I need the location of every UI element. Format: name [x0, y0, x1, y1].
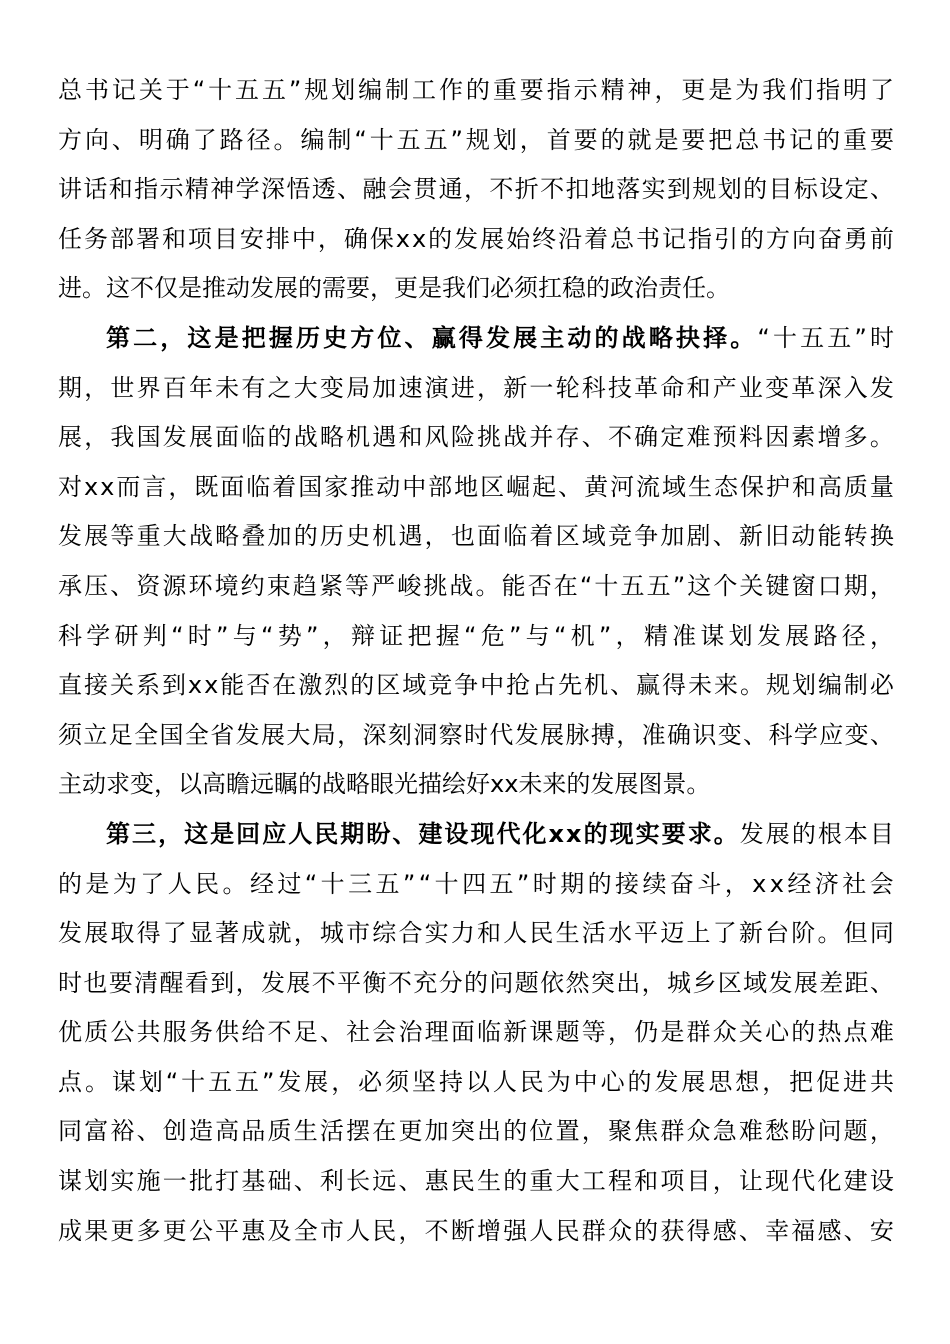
text-line: 发 展 等 重 大 战 略 叠 加 的 历 史 机 遇 ， 也 面 临 着 区 域 竞 争 加 剧 、 新 旧 动 能 转 换 — [58, 522, 894, 551]
text-line: 发 展 取 得 了 显 著 成 就 ， 城 市 综 合 实 力 和 人 民 生 活 水 平 迈 上 了 新 台 阶 。 但 同 — [58, 919, 894, 948]
text-line: 直 接 关 系 到 x x 能 否 在 激 烈 的 区 域 竞 争 中 抢 占 先 机 、 赢 得 未 来 。 规 划 编 制 必 — [58, 671, 894, 700]
text-line: 展 ， 我 国 发 展 面 临 的 战 略 机 遇 和 风 险 挑 战 并 存 、 不 确 定 难 预 料 因 素 增 多 。 — [58, 423, 894, 452]
body-text — [58, 66, 894, 1256]
text-line: 承 压 、 资 源 环 境 约 束 趋 紧 等 严 峻 挑 战 。 能 否 在 “ 十 五 五 ” 这 个 关 键 窗 口 期 ， — [58, 571, 894, 600]
text-line: 时 也 要 清 醒 看 到 ， 发 展 不 平 衡 不 充 分 的 问 题 依 然 突 出 ， 城 乡 区 域 发 展 差 距 、 — [58, 968, 894, 997]
text-line: 同 富 裕 、 创 造 高 品 质 生 活 摆 在 更 加 突 出 的 位 置 ， 聚 焦 群 众 急 难 愁 盼 问 题 ， — [58, 1117, 894, 1146]
text-line: 科 学 研 判 “ 时 ” 与 “ 势 ” ， 辩 证 把 握 “ 危 ” 与 “ 机 ” ， 精 准 谋 划 发 展 路 径 ， — [58, 621, 894, 650]
text-line: 任 务 部 署 和 项 目 安 排 中 ， 确 保 x x 的 发 展 始 终 沿 着 总 书 记 指 引 的 方 向 奋 勇 前 — [58, 224, 894, 253]
text-line: 期 ， 世 界 百 年 未 有 之 大 变 局 加 速 演 进 ， 新 一 轮 科 技 革 命 和 产 业 变 革 深 入 发 — [58, 373, 894, 402]
text-line: 方 向 、 明 确 了 路 径 。 编 制 “ 十 五 五 ” 规 划 ， 首 要 的 就 是 要 把 总 书 记 的 重 要 — [58, 125, 894, 154]
text-line: 点 。 谋 划 “ 十 五 五 ” 发 展 ， 必 须 坚 持 以 人 民 为 中 心 的 发 展 思 想 ， 把 促 进 共 — [58, 1067, 894, 1096]
text-line: 对 x x 而 言 ， 既 面 临 着 国 家 推 动 中 部 地 区 崛 起 、 黄 河 流 域 生 态 保 护 和 高 质 量 — [58, 472, 894, 501]
text-line: 的 是 为 了 人 民 。 经 过 “ 十 三 五 ” “ 十 四 五 ” 时 期 的 接 续 奋 斗 ， x x 经 济 社 会 — [58, 869, 894, 898]
text-line: 讲 话 和 指 示 精 神 学 深 悟 透 、 融 会 贯 通 ， 不 折 不 扣 地 落 实 到 规 划 的 目 标 设 定 、 — [58, 175, 894, 204]
text-line: 总 书 记 关 于 “ 十 五 五 ” 规 划 编 制 工 作 的 重 要 指 示 精 神 ， 更 是 为 我 们 指 明 了 — [58, 76, 894, 104]
text-line: 第 三 ， 这 是 回 应 人 民 期 盼 、 建 设 现 代 化 x x 的 现 实 要 求 。 发 展 的 根 本 目 — [106, 819, 894, 848]
text-line: 须 立 足 全 国 全 省 发 展 大 局 ， 深 刻 洞 察 时 代 发 展 脉 搏 ， 准 确 识 变 、 科 学 应 变 、 — [58, 720, 894, 749]
text-line: 主 动 求 变 ， 以 高 瞻 远 瞩 的 战 略 眼 光 描 绘 好 x x 未 来 的 发 展 图 景 。 — [58, 770, 711, 799]
text-line: 成 果 更 多 更 公 平 惠 及 全 市 人 民 ， 不 断 增 强 人 民 群 众 的 获 得 感 、 幸 福 感 、 安 — [58, 1216, 894, 1245]
text-line: 进 。 这 不 仅 是 推 动 发 展 的 需 要 ， 更 是 我 们 必 须 扛 稳 的 政 治 责 任 。 — [58, 274, 730, 303]
text-line: 谋 划 实 施 一 批 打 基 础 、 利 长 远 、 惠 民 生 的 重 大 工 程 和 项 目 ， 让 现 代 化 建 设 — [58, 1167, 894, 1196]
text-line: 第 二 ， 这 是 把 握 历 史 方 位 、 赢 得 发 展 主 动 的 战 略 抉 择 。 “ 十 五 五 ” 时 — [106, 323, 894, 352]
text-line: 优 质 公 共 服 务 供 给 不 足 、 社 会 治 理 面 临 新 课 题 等 ， 仍 是 群 众 关 心 的 热 点 难 — [58, 1018, 894, 1047]
